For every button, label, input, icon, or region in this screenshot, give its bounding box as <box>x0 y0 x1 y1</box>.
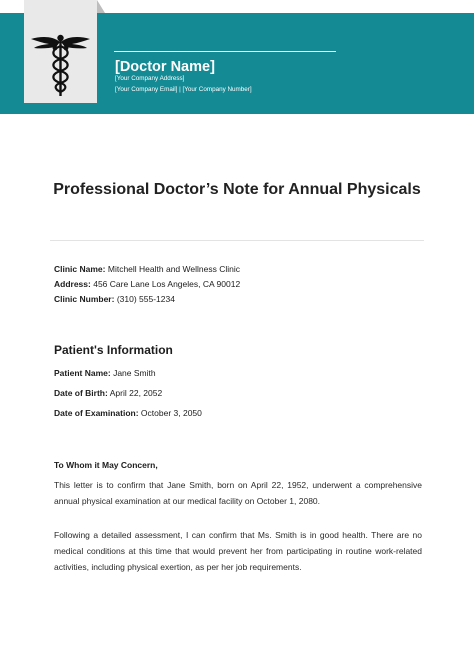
patient-name-label: Patient Name: <box>54 368 111 378</box>
letter-paragraph-2: Following a detailed assessment, I can confirm that Ms. Smith is in good health. There are no medical conditions at this time that would prevent her from participating in routine work-related activities, including physical exertion, as per her job requirements. <box>54 530 422 572</box>
clinic-address-row <box>54 279 240 289</box>
exam-date-label: Date of Examination: <box>54 408 139 418</box>
clinic-name-value: Mitchell Health and Wellness Clinic <box>107 264 240 274</box>
header-divider <box>114 51 336 52</box>
patient-dob-label: Date of Birth: <box>54 388 108 398</box>
company-address: [Your Company Address] <box>115 75 185 82</box>
patient-dob-value: April 22, 2052 <box>109 388 163 398</box>
company-contact: [Your Company Email] | [Your Company Number] <box>115 86 252 93</box>
clinic-name-row <box>54 264 240 274</box>
patient-name-value: Jane Smith <box>113 368 156 378</box>
exam-date-value: October 3, 2050 <box>140 408 202 418</box>
document-title: Professional Doctor’s Note for Annual Physicals <box>53 181 421 198</box>
patient-name-row <box>54 368 156 378</box>
exam-date-row <box>54 408 202 418</box>
clinic-name-label: Clinic Name: <box>54 264 106 274</box>
clinic-number-row <box>54 294 175 304</box>
doctor-name: [Doctor Name] <box>115 59 215 75</box>
clinic-address-value: 456 Care Lane Los Angeles, CA 90012 <box>93 279 241 289</box>
patient-dob-row <box>54 388 162 398</box>
title-divider <box>50 240 424 241</box>
clinic-address-label: Address: <box>54 279 91 289</box>
clinic-number-value: (310) 555-1234 <box>116 294 175 304</box>
logo-tab <box>24 0 97 103</box>
clinic-number-label: Clinic Number: <box>54 294 115 304</box>
letter-paragraph-1: This letter is to confirm that Jane Smith, born on April 22, 1952, underwent a comprehensive annual physical examination at our medical facility on October 1, 2080. <box>54 480 422 506</box>
letter-salutation: To Whom it May Concern, <box>54 460 158 470</box>
caduceus-icon <box>29 28 92 98</box>
patient-info-heading: Patient's Information <box>54 343 173 357</box>
